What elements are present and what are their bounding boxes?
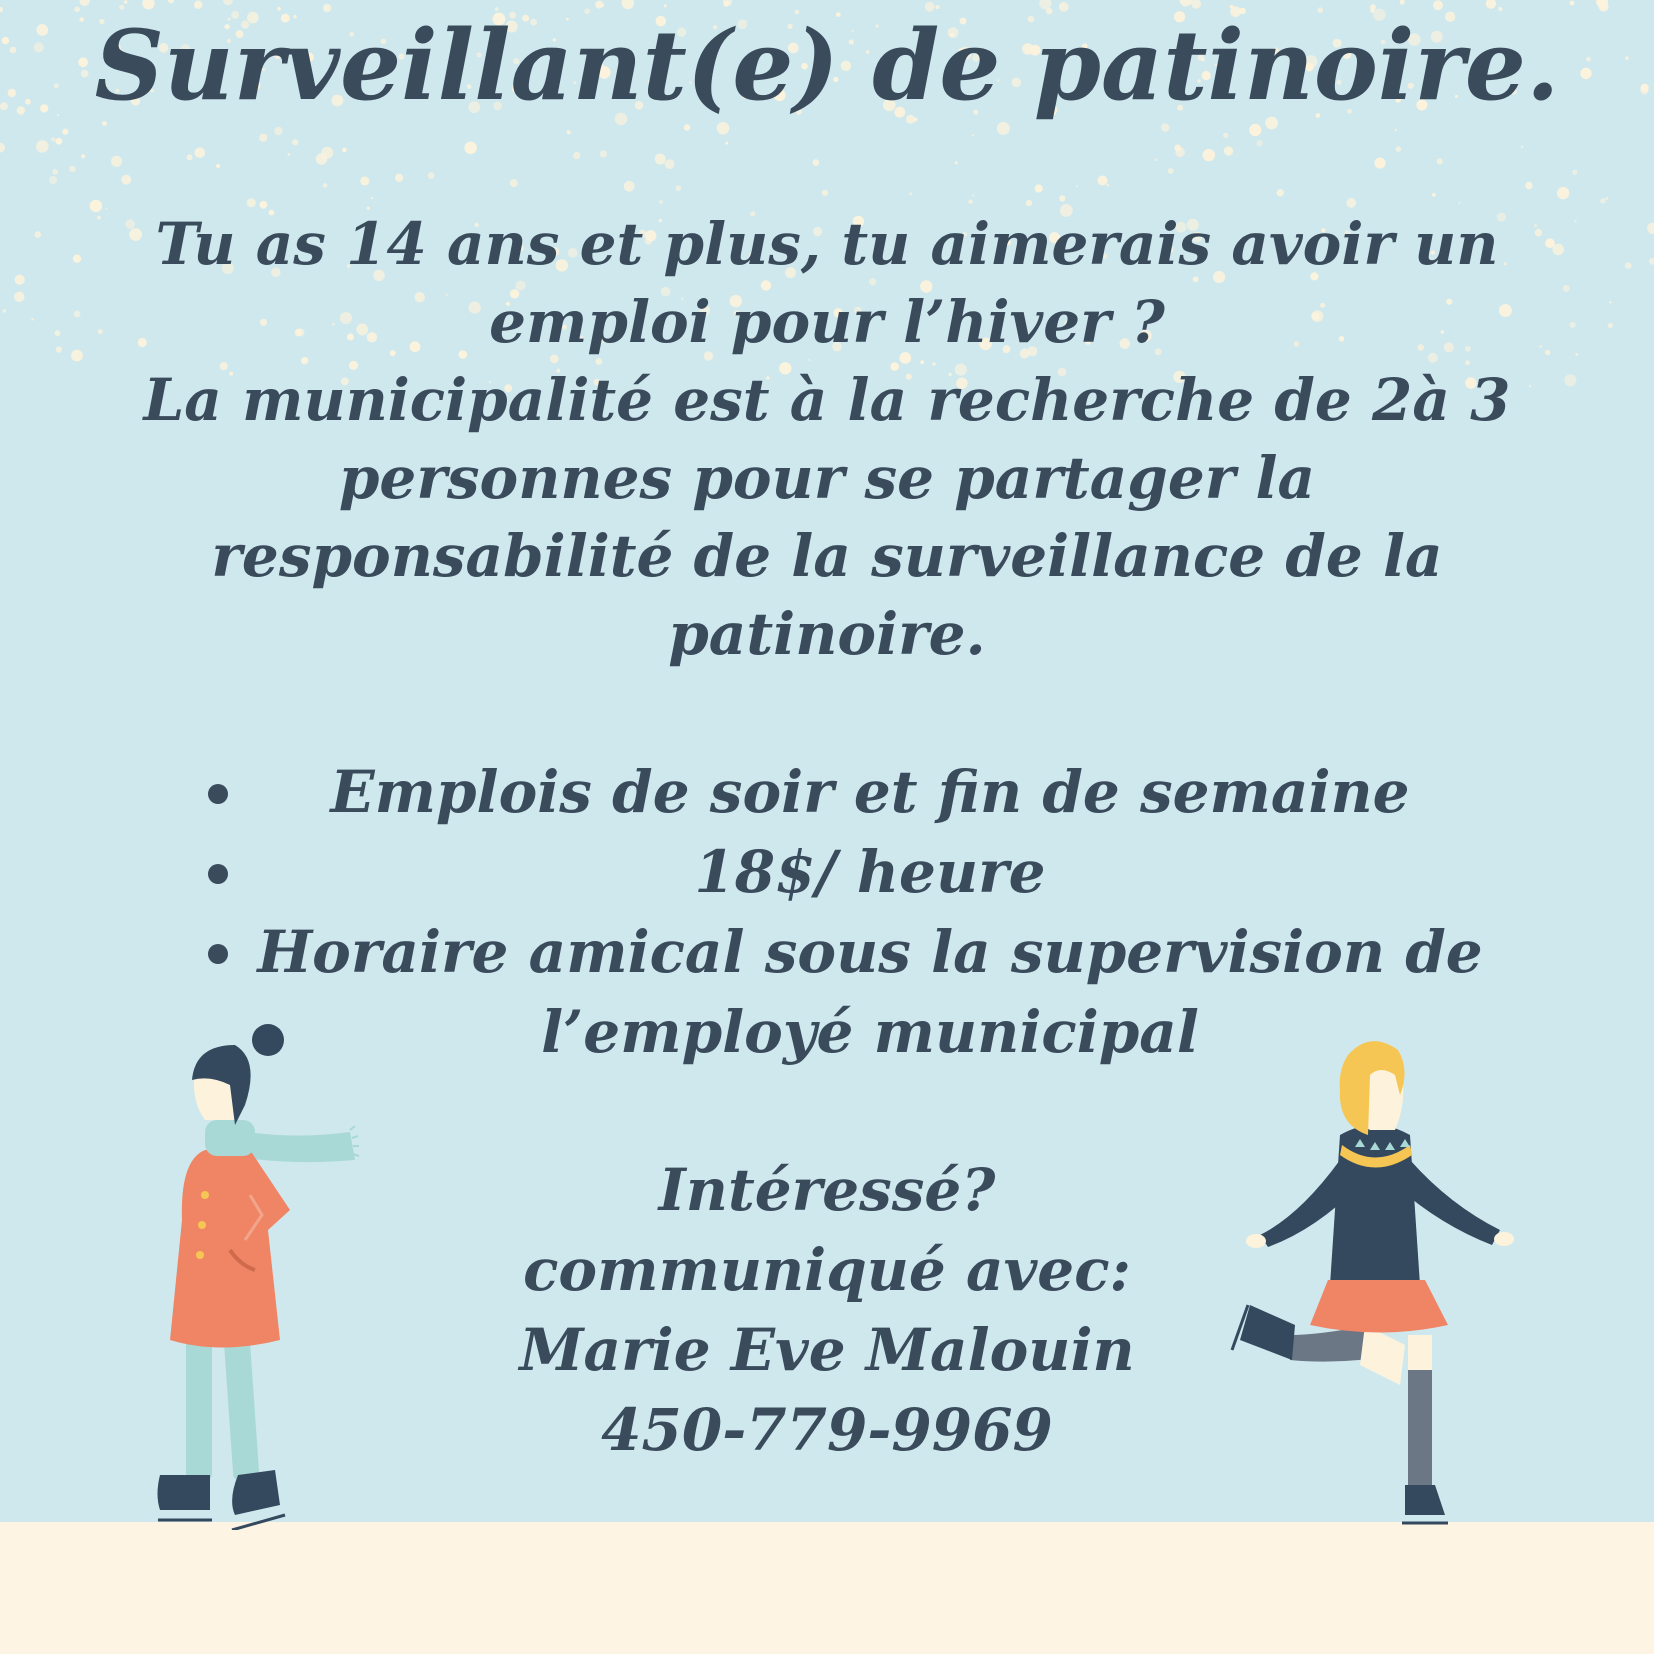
snowflake xyxy=(1564,374,1576,386)
contact-phone: 450-779-9969 xyxy=(601,1396,1053,1464)
snowflake xyxy=(62,129,68,135)
snowflake xyxy=(1161,123,1170,132)
snowflake xyxy=(1035,184,1043,192)
contact-block xyxy=(400,1150,1254,1470)
snowflake xyxy=(1649,258,1654,265)
snowflake xyxy=(601,3,605,7)
snowflake xyxy=(15,275,25,285)
snowflake xyxy=(955,161,958,164)
intro-line: patinoire. xyxy=(668,600,986,668)
snowflake xyxy=(1224,146,1233,155)
snowflake xyxy=(1059,195,1065,201)
snowflake xyxy=(0,143,5,153)
snowflake xyxy=(79,0,89,6)
snowflake xyxy=(1277,189,1284,196)
snowflake xyxy=(909,192,912,195)
snowflake xyxy=(49,176,57,184)
snowflake xyxy=(1606,197,1608,199)
snowflake xyxy=(187,154,193,160)
snowflake xyxy=(968,200,972,204)
snowflake xyxy=(1557,187,1569,199)
snowflake xyxy=(3,309,7,313)
snowflake xyxy=(1437,158,1443,164)
snowflake xyxy=(1174,145,1181,152)
snowflake xyxy=(51,137,56,142)
snowflake xyxy=(723,1,729,7)
snowflake xyxy=(624,181,635,192)
snowflake xyxy=(1375,158,1386,169)
snowflake xyxy=(195,147,206,158)
snowflake xyxy=(31,318,33,320)
snowflake xyxy=(97,216,101,220)
snowflake xyxy=(1535,229,1542,236)
snowflake xyxy=(1529,385,1531,387)
benefit-item-schedule: Emplois de soir et fin de semaine xyxy=(190,752,1490,832)
snowflake xyxy=(428,172,435,179)
snowflake xyxy=(1625,262,1632,269)
snowflake xyxy=(717,122,730,135)
intro-line: Tu as 14 ans et plus, tu aimerais avoir un xyxy=(155,210,1499,278)
benefit-item-wage: 18$/ heure xyxy=(190,832,1490,912)
snowflake xyxy=(1396,146,1402,152)
snowflake xyxy=(105,208,107,210)
intro-line: La municipalité est à la recherche de 2à 3 xyxy=(143,366,1511,434)
snowflake xyxy=(52,169,58,175)
snowflake xyxy=(360,177,369,186)
snowflake xyxy=(1534,224,1537,227)
snowflake xyxy=(1545,350,1550,355)
snowflake xyxy=(1098,176,1108,186)
snowflake xyxy=(90,200,102,212)
snowflake xyxy=(274,127,283,136)
snowflake xyxy=(567,130,571,134)
snowflake xyxy=(684,124,691,131)
snowflake xyxy=(1570,322,1576,328)
snowflake xyxy=(1458,202,1460,204)
snowflake xyxy=(81,154,85,158)
snowflake xyxy=(659,200,663,204)
snowflake xyxy=(371,197,373,199)
intro-line: responsabilité de la surveillance de la xyxy=(211,522,1443,590)
snowflake xyxy=(1575,353,1578,356)
snowflake xyxy=(55,330,61,336)
snowflake xyxy=(223,0,233,5)
snowflake xyxy=(664,4,667,7)
intro-line: emploi pour l’hiver ? xyxy=(489,288,1165,356)
snowflake xyxy=(56,138,63,145)
snowflake xyxy=(1154,158,1157,161)
snowflake xyxy=(1563,285,1570,292)
snowflake xyxy=(342,148,347,153)
contact-name: Marie Eve Malouin xyxy=(519,1316,1135,1384)
snowflake xyxy=(316,153,327,164)
snowflake xyxy=(1394,129,1397,132)
snowflake xyxy=(124,0,128,4)
snowflake xyxy=(1608,323,1613,328)
snowflake xyxy=(323,183,328,188)
snowflake xyxy=(216,164,220,168)
snowflake xyxy=(1106,184,1109,187)
intro-line: personnes pour se partager la xyxy=(338,444,1316,512)
snowflake xyxy=(813,159,820,166)
snowflake xyxy=(1249,124,1261,136)
snowflake xyxy=(71,350,83,362)
snowflake xyxy=(1203,149,1215,161)
snowflake xyxy=(1647,223,1654,234)
snowflake xyxy=(1223,133,1228,138)
snowflake xyxy=(655,154,666,165)
snowflake xyxy=(395,174,403,182)
snowflake xyxy=(259,134,267,142)
contact-instruction: communiqué avec: xyxy=(523,1236,1131,1304)
snowflake xyxy=(1609,301,1611,303)
snowflake xyxy=(69,166,75,172)
snowflake xyxy=(1257,140,1263,146)
snowflake xyxy=(1540,345,1542,347)
snowflake xyxy=(464,142,477,155)
snowflake xyxy=(168,0,174,3)
snowflake xyxy=(1575,220,1577,222)
snowflake xyxy=(1432,193,1436,197)
benefits-list xyxy=(190,752,1490,1072)
snowflake xyxy=(665,159,675,169)
snow-ground xyxy=(0,1522,1654,1654)
snowflake xyxy=(1168,168,1174,174)
snowflake xyxy=(1572,170,1577,175)
snowflake xyxy=(676,185,682,191)
snowflake xyxy=(56,346,62,352)
snowflake xyxy=(288,153,290,155)
snowflake xyxy=(98,329,103,334)
snowflake xyxy=(1600,198,1605,203)
intro-paragraph xyxy=(140,205,1514,673)
snowflake xyxy=(510,179,518,187)
snowflake xyxy=(73,255,81,263)
snowflake xyxy=(1076,185,1078,187)
poster-title: Surveillant(e) de patinoire. xyxy=(94,9,1560,122)
snowflake xyxy=(725,142,728,145)
skater-girl-blonde-icon xyxy=(1220,1035,1540,1525)
snowflake xyxy=(997,122,1010,135)
snowflake xyxy=(121,175,131,185)
snowflake xyxy=(111,156,122,167)
snowflake xyxy=(74,311,81,318)
snowflake xyxy=(125,219,135,229)
contact-question: Intéressé? xyxy=(658,1156,996,1224)
snowflake xyxy=(1521,146,1524,149)
snowflake xyxy=(35,231,42,238)
snowflake xyxy=(600,150,607,157)
snowflake xyxy=(14,292,24,302)
snowflake xyxy=(972,194,974,196)
snowflake xyxy=(1525,182,1533,190)
snowflake xyxy=(1180,0,1192,6)
snowflake xyxy=(1570,1,1575,6)
benefit-item-supervision: Horaire amical sous la supervision de l’employé municipal xyxy=(190,912,1490,1072)
snowflake xyxy=(292,139,298,145)
snowflake xyxy=(972,134,974,136)
skater-girl-orange-coat-icon xyxy=(150,1020,370,1530)
snowflake xyxy=(1400,0,1405,5)
snowflake xyxy=(573,152,580,159)
snowflake xyxy=(822,190,828,196)
snowflake xyxy=(36,140,49,153)
snowflake xyxy=(1552,244,1564,256)
